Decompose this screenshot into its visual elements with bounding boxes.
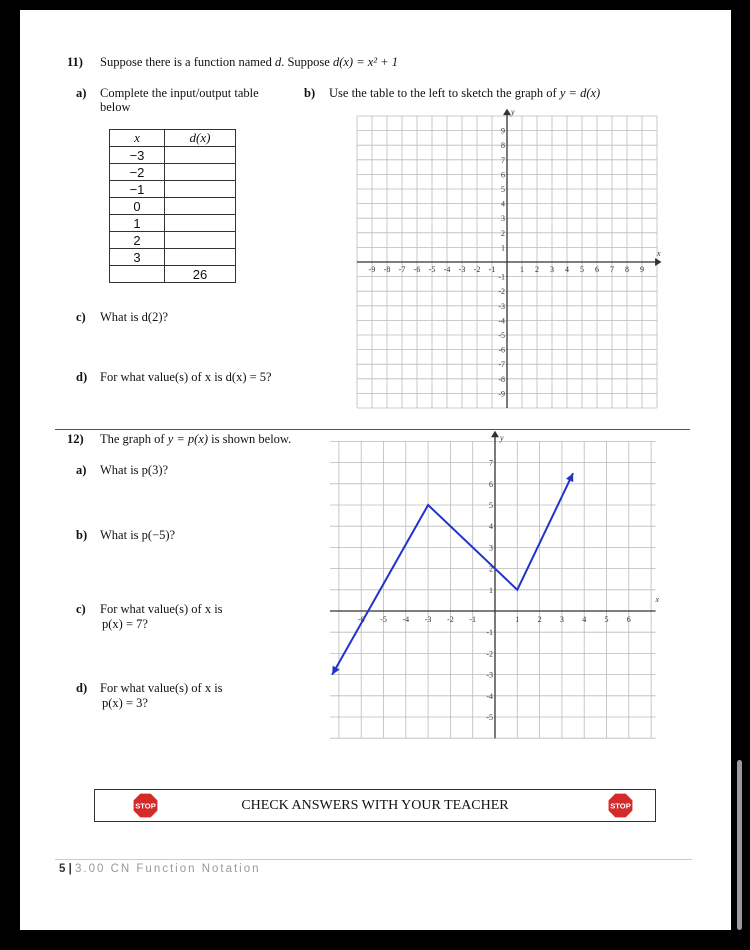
x-tick-label: 9 <box>640 265 644 274</box>
stop-sign-icon <box>607 792 634 819</box>
q12-b <box>76 528 175 542</box>
table-cell-dx[interactable] <box>165 215 236 232</box>
x-tick-label: 3 <box>559 615 564 624</box>
q12-a-text: What is p(3)? <box>100 463 169 477</box>
y-tick-label: 7 <box>501 155 505 165</box>
q12-number: 12) <box>67 432 84 446</box>
y-tick-label: -1 <box>498 272 505 282</box>
q11-c <box>76 310 168 324</box>
stop-sign-label: STOP <box>610 801 631 811</box>
table-cell-x: −2 <box>110 164 165 181</box>
y-tick-label: 2 <box>489 564 493 574</box>
x-tick-label: -3 <box>424 615 432 624</box>
y-tick-label: -5 <box>486 713 493 722</box>
y-tick-label: -4 <box>486 691 493 701</box>
y-tick-label: -7 <box>498 360 505 370</box>
x-tick-label: -4 <box>402 615 410 624</box>
q11-number: 11) <box>67 55 83 69</box>
scrollbar-thumb[interactable] <box>737 760 742 930</box>
x-tick-label: -7 <box>398 265 406 274</box>
table-row <box>110 181 236 198</box>
footer-title: 3.00 CN Function Notation <box>75 863 261 875</box>
x-tick-label: 5 <box>604 615 609 624</box>
x-tick-label: -9 <box>368 265 376 274</box>
table-cell-dx[interactable] <box>165 198 236 215</box>
page-footer <box>59 863 261 875</box>
table-row <box>110 232 236 249</box>
table-cell-x: −3 <box>110 147 165 164</box>
q11-prompt-var: d <box>274 55 282 69</box>
q11-coordinate-grid[interactable] <box>350 107 665 408</box>
x-tick-label: 8 <box>625 265 629 274</box>
y-tick-label: 9 <box>501 126 505 136</box>
q12-c-label: c) <box>76 602 86 616</box>
input-output-table <box>109 129 236 283</box>
x-tick-label: -5 <box>428 265 436 274</box>
q11-prompt-mid: . Suppose <box>281 55 333 69</box>
table-cell-x: 3 <box>110 249 165 266</box>
y-tick-label: -1 <box>486 628 493 638</box>
x-tick-label: 1 <box>520 265 524 274</box>
x-axis-arrow <box>655 258 661 266</box>
q11-c-text: What is d(2)? <box>100 310 169 324</box>
table-header-row <box>110 130 236 147</box>
x-axis-label: x <box>657 249 661 258</box>
q12-c-text-2: p(x) = 7? <box>102 617 148 631</box>
q11-d-text: For what value(s) of x is d(x) = 5? <box>100 370 272 384</box>
stop-sign-label: STOP <box>135 801 156 811</box>
y-tick-label: -6 <box>498 345 505 355</box>
q12-a-label: a) <box>76 463 87 477</box>
table-cell-x[interactable] <box>110 266 165 283</box>
table-header-x: x <box>110 130 165 147</box>
y-tick-label: 6 <box>501 170 505 180</box>
x-tick-label: -5 <box>380 615 387 624</box>
x-tick-label: -1 <box>469 615 477 624</box>
y-axis-label: y <box>511 107 515 117</box>
y-tick-label: -3 <box>498 301 505 311</box>
banner-text: CHECK ANSWERS WITH YOUR TEACHER <box>241 798 509 813</box>
y-tick-label: -2 <box>486 649 493 659</box>
x-tick-label: 5 <box>580 265 584 274</box>
y-tick-label: -8 <box>498 374 505 384</box>
y-tick-label: -3 <box>486 670 493 680</box>
table-cell-x: 1 <box>110 215 165 232</box>
table-cell-x: 0 <box>110 198 165 215</box>
y-tick-label: -9 <box>498 389 505 399</box>
q12-d-text-1: For what value(s) of x is <box>100 681 223 695</box>
q11-a-text-2: below <box>100 100 131 114</box>
q11-prompt-func: d(x) = x² + 1 <box>332 55 399 69</box>
x-tick-label: 1 <box>515 615 520 624</box>
table-row <box>110 198 236 215</box>
q12-header <box>67 432 291 446</box>
table-row <box>110 147 236 164</box>
q12-d-text-2: p(x) = 3? <box>102 696 148 710</box>
q11-a-label: a) <box>76 86 87 100</box>
x-tick-label: 4 <box>565 265 569 274</box>
q11-b-text: Use the table to the left to sketch the graph of <box>329 86 560 100</box>
x-tick-label: -3 <box>458 265 466 274</box>
x-tick-label: -1 <box>488 265 496 274</box>
q11-a <box>76 86 259 100</box>
y-tick-label: 4 <box>489 522 493 532</box>
q11-c-label: c) <box>76 310 86 324</box>
y-tick-label: -5 <box>498 331 505 340</box>
q12-b-text: What is p(−5)? <box>100 528 176 542</box>
q11-b-func: y = d(x) <box>559 86 601 100</box>
table-row <box>110 215 236 232</box>
y-tick-label: 7 <box>489 458 493 468</box>
x-tick-label: -6 <box>357 615 365 624</box>
function-p-line <box>332 473 573 674</box>
q12-prompt-pre: The graph of <box>100 432 168 446</box>
y-tick-label: 6 <box>489 479 493 489</box>
x-tick-label: 3 <box>550 265 554 274</box>
table-cell-dx[interactable] <box>165 249 236 266</box>
x-tick-label: 6 <box>595 265 599 274</box>
q12-b-label: b) <box>76 528 88 542</box>
q12-c-text-1: For what value(s) of x is <box>100 602 223 616</box>
section-divider <box>55 429 690 430</box>
q12-c <box>76 602 223 616</box>
x-tick-label: 4 <box>582 615 587 624</box>
table-cell-dx[interactable] <box>165 164 236 181</box>
y-tick-label: 4 <box>501 199 505 209</box>
x-tick-label: 6 <box>626 615 631 624</box>
y-axis-label: y <box>500 433 504 443</box>
q12-d-label: d) <box>76 681 88 695</box>
x-tick-label: -6 <box>413 265 421 274</box>
q11-d <box>76 370 272 384</box>
table-row <box>110 249 236 266</box>
x-tick-label: -8 <box>383 265 391 274</box>
q12-prompt-post: is shown below. <box>208 432 292 446</box>
table-cell-dx: 26 <box>165 266 236 283</box>
q11-prompt-pre: Suppose there is a function named <box>100 55 275 69</box>
x-tick-label: -2 <box>473 265 481 274</box>
check-answers-banner <box>94 789 656 822</box>
x-tick-label: -2 <box>447 615 454 624</box>
x-tick-label: -4 <box>443 265 451 274</box>
x-axis-label: x <box>655 595 660 604</box>
y-tick-label: 2 <box>501 228 505 238</box>
q12-graph <box>330 433 660 758</box>
table-cell-dx[interactable] <box>165 181 236 198</box>
y-tick-label: -2 <box>498 287 505 297</box>
y-tick-label: 1 <box>489 585 493 595</box>
x-tick-label: 7 <box>610 265 614 274</box>
q11-b-label: b) <box>304 86 316 100</box>
q12-prompt-func: y = p(x) <box>167 432 209 446</box>
y-tick-label: 5 <box>489 501 493 510</box>
table-cell-dx[interactable] <box>165 232 236 249</box>
table-cell-dx[interactable] <box>165 147 236 164</box>
q12-d <box>76 681 223 695</box>
y-tick-label: 1 <box>501 243 505 253</box>
q11-b <box>304 86 600 100</box>
y-tick-label: 8 <box>501 141 505 151</box>
q11-d-label: d) <box>76 370 88 384</box>
footer-rule <box>55 859 692 860</box>
x-tick-label: 2 <box>537 615 542 624</box>
table-cell-x: −1 <box>110 181 165 198</box>
y-tick-label: -4 <box>498 316 505 326</box>
table-row <box>110 266 236 283</box>
q12-a <box>76 463 168 477</box>
table-row <box>110 164 236 181</box>
x-tick-label: 2 <box>535 265 539 274</box>
footer-page-number: 5 | <box>59 863 76 875</box>
q11-header <box>67 55 398 69</box>
table-header-dx: d(x) <box>165 130 236 147</box>
y-tick-label: 3 <box>501 214 505 224</box>
y-tick-label: 5 <box>501 185 505 194</box>
q11-a-text-1: Complete the input/output table <box>100 86 259 100</box>
table-cell-x: 2 <box>110 232 165 249</box>
y-tick-label: 3 <box>489 543 493 553</box>
